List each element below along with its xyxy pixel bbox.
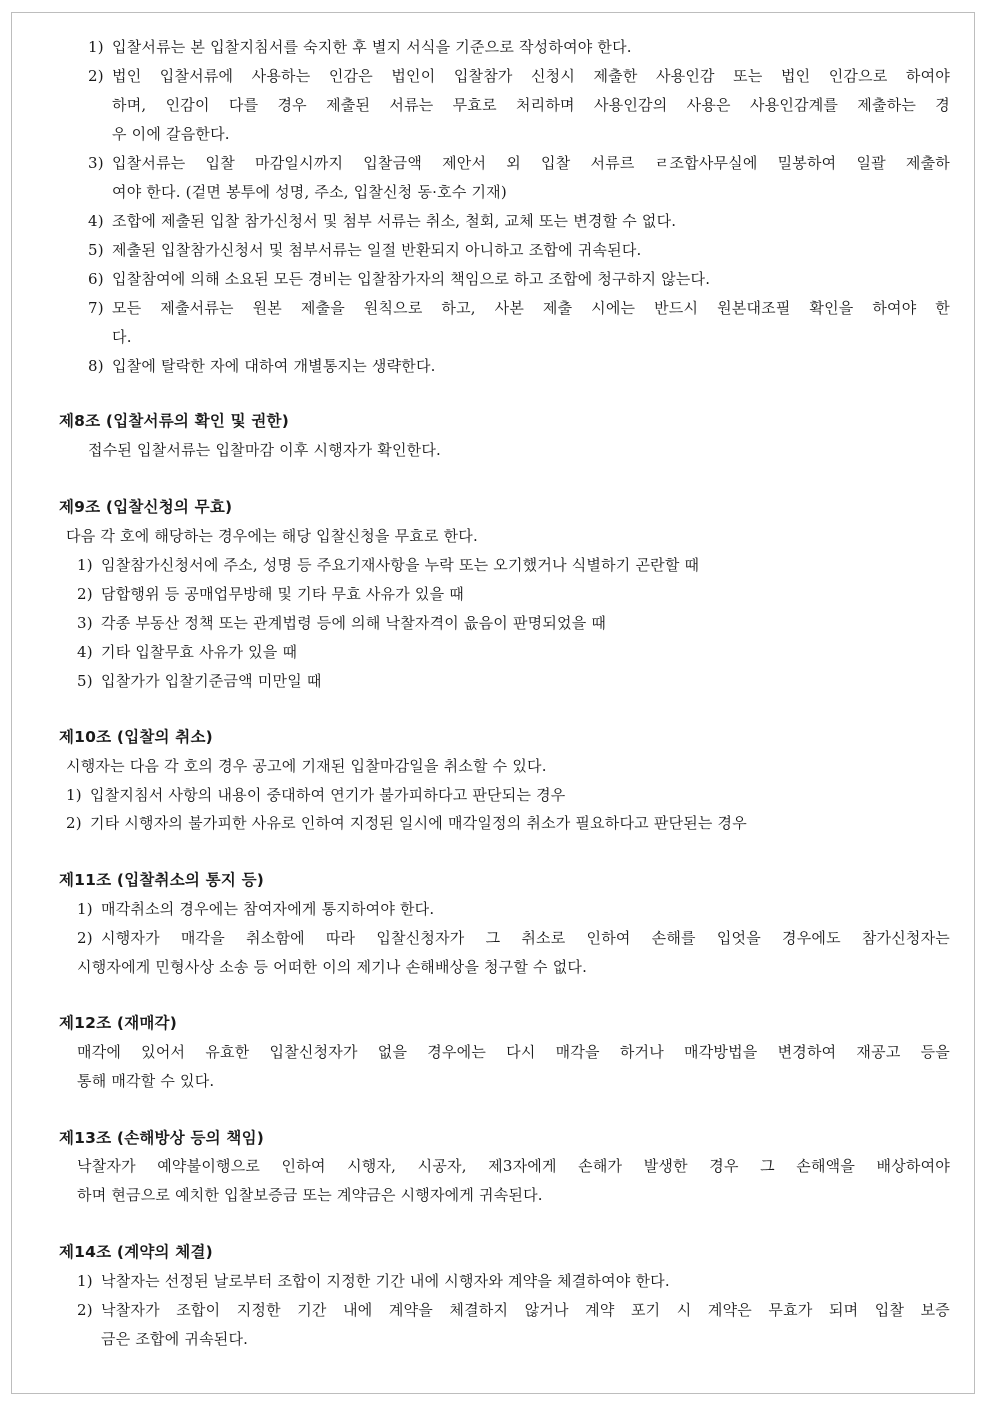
list-item-continuation: 시행자에게 민형사상 소송 등 어떠한 이의 제기나 손해배상을 청구할 수 없다. [77, 958, 588, 976]
list-item: 6) 입찰참여에 의해 소요된 모든 경비는 입찰참가자의 책임으로 하고 조합에 청구하지 않는다. [88, 270, 711, 288]
list-item-continuation: 금은 조합에 귀속된다. [101, 1330, 249, 1348]
list-item: 2) 담합행위 등 공매업무방해 및 기타 무효 사유가 있을 때 [77, 585, 464, 603]
article-12-body: 매각에 있어서 유효한 입찰신청자가 없을 경우에는 다시 매각을 하거나 매각방법을 변경하여 재공고 등을 [77, 1043, 950, 1061]
list-item: 2) 기타 시행자의 불가피한 사유로 인하여 지정된 일시에 매각일정의 취소가 필요하다고 판단된는 경우 [66, 814, 747, 832]
list-item-continuation: 여야 한다. (겉면 봉투에 성명, 주소, 입찰신청 동·호수 기재) [112, 183, 507, 201]
article-8-body: 접수된 입찰서류는 입찰마감 이후 시행자가 확인한다. [88, 441, 441, 459]
list-item: 4) 조합에 제출된 입찰 참가신청서 및 첨부 서류는 취소, 철회, 교체 또는 변경할 수 없다. [88, 212, 677, 230]
list-item: 1) 매각취소의 경우에는 참여자에게 통지하여야 한다. [77, 900, 435, 918]
list-item: 1) 입찰서류는 본 입찰지침서를 숙지한 후 별지 서식을 기준으로 작성하여야 한다. [88, 38, 632, 56]
article-10-heading: 제10조 (입찰의 취소) [59, 728, 213, 746]
article-12-body: 통해 매각할 수 있다. [77, 1072, 215, 1090]
list-item-continuation: 우 이에 갈음한다. [112, 125, 230, 143]
article-14-heading: 제14조 (계약의 체결) [59, 1243, 213, 1261]
list-item-continuation: 다. [112, 328, 132, 346]
article-9-heading: 제9조 (입찰신청의 무효) [59, 498, 233, 516]
list-item: 1) 입찰지침서 사항의 내용이 중대하여 연기가 불가피하다고 판단되는 경우 [66, 786, 566, 804]
list-item: 3) 입찰서류는 입찰 마감일시까지 입찰금액 제안서 외 입찰 서류르 ㄹ조합사무실에 밀봉하여 일괄 제출하 [88, 154, 950, 172]
list-item: 2) 낙찰자가 조합이 지정한 기간 내에 계약을 체결하지 않거나 계약 포기 시 계약은 무효가 되며 입찰 보증 [77, 1301, 950, 1319]
list-item: 5) 입찰가가 입찰기준금액 미만일 때 [77, 672, 322, 690]
list-item: 5) 제출된 입찰참가신청서 및 첨부서류는 일절 반환되지 아니하고 조합에 귀속된다. [88, 241, 642, 259]
article-13-body: 하며 현금으로 예치한 입찰보증금 또는 계약금은 시행자에게 귀속된다. [77, 1186, 543, 1204]
list-item: 2) 시행자가 매각을 취소함에 따라 입찰신청자가 그 취소로 인하여 손해를 입엇을 경우에도 참가신청자는 [77, 929, 950, 947]
list-item-continuation: 하며, 인감이 다를 경우 제출된 서류는 무효로 처리하며 사용인감의 사용은 사용인감계를 제출하는 경 [112, 96, 950, 114]
list-item: 3) 각종 부동산 정책 또는 관계법령 등에 의해 낙찰자격이 읎음이 판명되었을 때 [77, 614, 607, 632]
list-item: 4) 기타 입찰무효 사유가 있을 때 [77, 643, 298, 661]
list-item: 2) 법인 입찰서류에 사용하는 인감은 법인이 입찰참가 신청시 제출한 사용인감 또는 법인 인감으로 하여야 [88, 67, 950, 85]
article-12-heading: 제12조 (재매각) [59, 1014, 177, 1032]
list-item: 7) 모든 제출서류는 원본 제출을 원칙으로 하고, 사본 제출 시에는 반드시 원본대조필 확인을 하여야 한 [88, 299, 950, 317]
article-8-heading: 제8조 (입찰서류의 확인 및 권한) [59, 412, 290, 430]
article-13-heading: 제13조 (손해방상 등의 책임) [59, 1129, 265, 1147]
list-item: 8) 입찰에 탈락한 자에 대하여 개별통지는 생략한다. [88, 357, 436, 375]
list-item: 1) 낙찰자는 선정된 날로부터 조합이 지정한 기간 내에 시행자와 계약을 체결하여야 한다. [77, 1272, 670, 1290]
article-9-intro: 다음 각 호에 해당하는 경우에는 해당 입찰신청을 무효로 한다. [66, 527, 478, 545]
article-11-heading: 제11조 (입찰취소의 통지 등) [59, 871, 265, 889]
list-item: 1) 임찰참가신청서에 주소, 성명 등 주요기재사항을 누락 또는 오기했거나 식별하기 곤란할 때 [77, 556, 700, 574]
article-13-body: 낙찰자가 예약불이행으로 인하여 시행자, 시공자, 제3자에게 손해가 발생한 경우 그 손해액을 배상하여야 [77, 1157, 950, 1175]
article-10-intro: 시행자는 다음 각 호의 경우 공고에 기재된 입찰마감일을 취소할 수 있다. [66, 757, 547, 775]
